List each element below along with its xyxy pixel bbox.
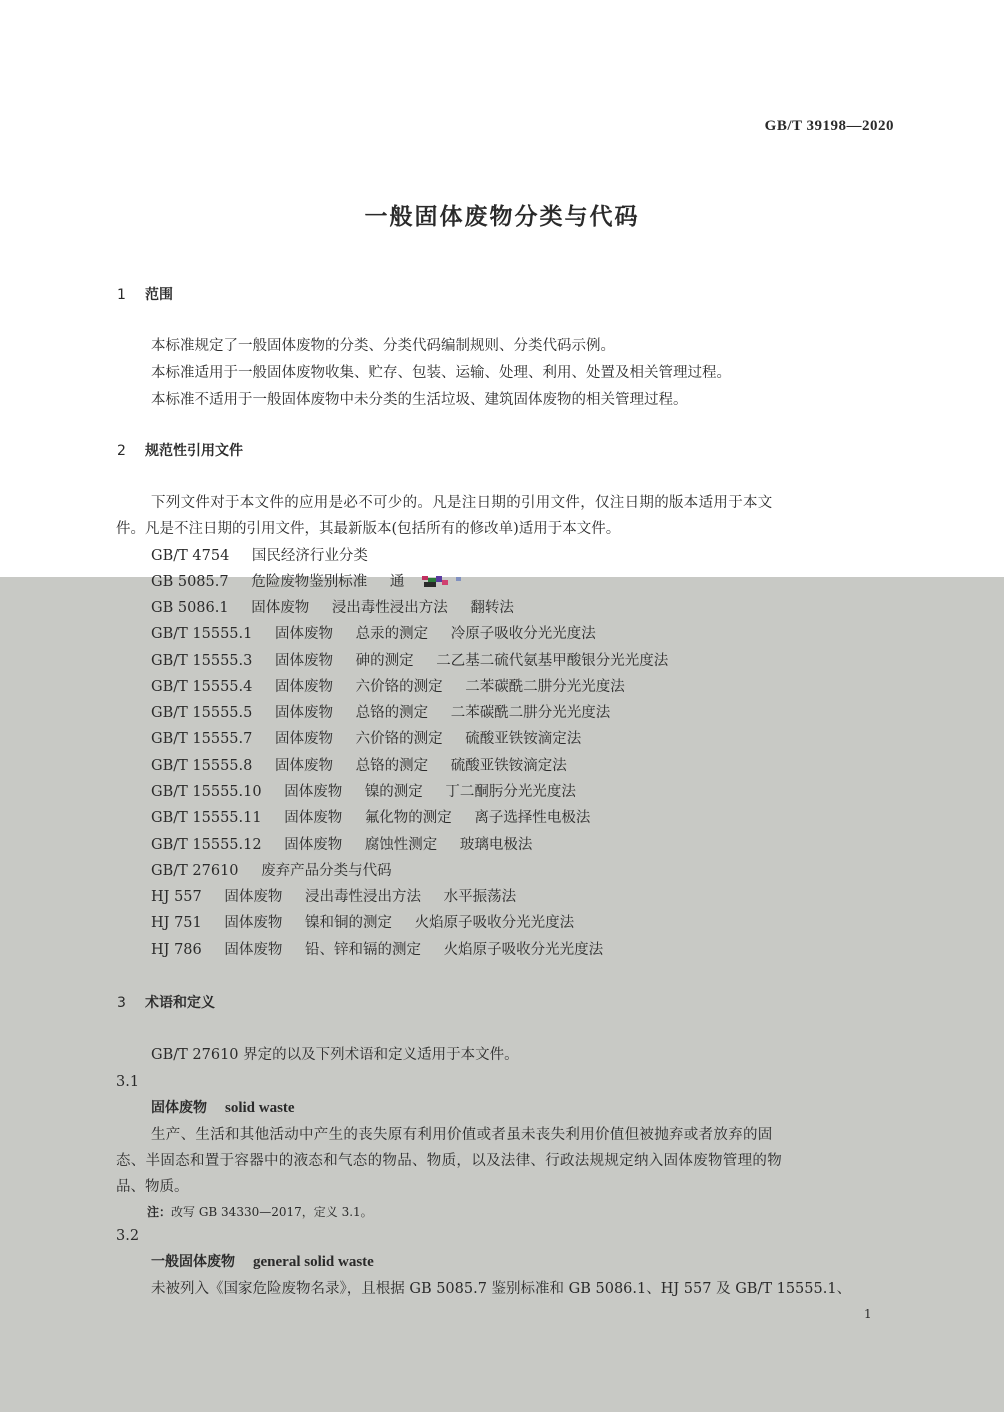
reference-title: 固体废物 (224, 889, 283, 905)
reference-code: GB/T 15555.11 (151, 810, 262, 826)
term-chinese: 一般固体废物 (151, 1254, 235, 1270)
reference-title: 固体废物 (224, 915, 283, 931)
reference-code: GB/T 15555.8 (151, 758, 253, 774)
reference-title: 固体废物 (224, 942, 283, 958)
standard-number: GB/T 39198—2020 (764, 118, 894, 134)
reference-code: GB/T 27610 (151, 863, 239, 879)
term-number: 3.1 (116, 1074, 140, 1090)
reference-title: 固体废物 (274, 731, 333, 747)
reference-code: GB 5086.1 (151, 600, 229, 616)
reference-code: HJ 786 (151, 942, 202, 958)
reference-title: 固体废物 (274, 705, 333, 721)
reference-title: 翻转法 (470, 600, 514, 616)
reference-title: 镍的测定 (364, 784, 423, 800)
reference-title: 固体废物 (274, 679, 333, 695)
reference-item (151, 627, 596, 642)
reference-title: 固体废物 (284, 810, 343, 826)
reference-title: 火焰原子吸收分光光度法 (443, 942, 604, 958)
term-heading (151, 1255, 374, 1270)
reference-title: 二苯碳酰二肼分光光度法 (450, 705, 611, 721)
reference-code: GB/T 15555.1 (151, 626, 253, 642)
reference-code: GB/T 15555.3 (151, 653, 253, 669)
reference-item (151, 864, 392, 879)
section-3-heading (117, 996, 215, 1010)
section-number: 3 (117, 995, 126, 1011)
reference-title: 腐蚀性测定 (364, 837, 438, 853)
reference-title: 铅、锌和镉的测定 (304, 942, 421, 958)
reference-title: 六价铬的测定 (355, 679, 443, 695)
reference-title: 砷的测定 (355, 653, 414, 669)
reference-title: 固体废物 (274, 653, 333, 669)
reference-title: 硫酸亚铁铵滴定法 (450, 758, 567, 774)
term-number: 3.2 (116, 1228, 140, 1244)
section-title: 范围 (145, 287, 173, 303)
reference-title: 水平振荡法 (443, 889, 517, 905)
reference-item (151, 732, 581, 747)
reference-title: 危险废物鉴别标准 (251, 574, 368, 590)
reference-item (151, 601, 514, 616)
note (147, 1206, 373, 1218)
note-text: 改写 GB 34330—2017，定义 3.1。 (171, 1205, 373, 1219)
reference-title: 火焰原子吸收分光光度法 (414, 915, 575, 931)
definition-line: 未被列入《国家危险废物名录》，且根据 GB 5085.7 鉴别标准和 GB 5086.1、HJ 557 及 GB/T 15555.1、 (151, 1281, 852, 1297)
term-chinese: 固体废物 (151, 1100, 207, 1116)
reference-item (151, 811, 590, 826)
reference-title: 玻璃电极法 (459, 837, 533, 853)
reference-item (151, 549, 368, 564)
reference-item (151, 575, 404, 590)
reference-item (151, 654, 668, 669)
reference-item (151, 759, 567, 774)
reference-code: HJ 557 (151, 889, 202, 905)
reference-title: 浸出毒性浸出方法 (304, 889, 421, 905)
reference-title: 废弃产品分类与代码 (261, 863, 392, 879)
reference-code: GB/T 15555.5 (151, 705, 253, 721)
reference-title: 镍和铜的测定 (304, 915, 392, 931)
reference-item (151, 838, 532, 853)
reference-title: 二乙基二硫代氨基甲酸银分光光度法 (436, 653, 669, 669)
paragraph: GB/T 27610 界定的以及下列术语和定义适用于本文件。 (151, 1047, 519, 1063)
definition-line: 品、物质。 (116, 1179, 189, 1195)
section-1-heading (117, 288, 173, 302)
reference-title: 浸出毒性浸出方法 (331, 600, 448, 616)
paragraph: 本标准规定了一般固体废物的分类、分类代码编制规则、分类代码示例。 (151, 338, 615, 354)
paragraph: 本标准不适用于一般固体废物中未分类的生活垃圾、建筑固体废物的相关管理过程。 (151, 392, 688, 408)
note-label: 注： (147, 1205, 172, 1219)
reference-title: 总铬的测定 (355, 705, 429, 721)
reference-item (151, 680, 625, 695)
reference-code: GB/T 15555.12 (151, 837, 262, 853)
reference-code: GB/T 15555.10 (151, 784, 262, 800)
reference-title: 硫酸亚铁铵滴定法 (465, 731, 582, 747)
reference-title: 固体废物 (251, 600, 310, 616)
reference-code: HJ 751 (151, 915, 202, 931)
section-title: 术语和定义 (145, 995, 215, 1011)
reference-title: 总汞的测定 (355, 626, 429, 642)
reference-title: 六价铬的测定 (355, 731, 443, 747)
reference-item (151, 785, 576, 800)
reference-title: 总铬的测定 (355, 758, 429, 774)
definition-line: 生产、生活和其他活动中产生的丧失原有利用价值或者虽未丧失利用价值但被抛弃或者放弃的固 (151, 1127, 773, 1143)
reference-title: 氟化物的测定 (364, 810, 452, 826)
reference-title: 固体废物 (284, 837, 343, 853)
reference-title: 离子选择性电极法 (474, 810, 591, 826)
reference-title: 丁二酮肟分光光度法 (445, 784, 576, 800)
section-2-heading (117, 444, 243, 458)
scan-artifact-icon (408, 575, 464, 589)
reference-title: 固体废物 (284, 784, 343, 800)
reference-title: 二苯碳酰二肼分光光度法 (465, 679, 625, 695)
reference-title: 冷原子吸收分光光度法 (450, 626, 596, 642)
reference-item (151, 943, 603, 958)
reference-code: GB/T 15555.4 (151, 679, 253, 695)
paragraph: 本标准适用于一般固体废物收集、贮存、包装、运输、处理、利用、处置及相关管理过程。 (151, 365, 731, 381)
reference-code: GB/T 4754 (151, 548, 230, 564)
definition-line: 态、半固态和置于容器中的液态和气态的物品、物质，以及法律、行政法规规定纳入固体废物管理的物 (116, 1153, 782, 1169)
paragraph: 件。凡是不注日期的引用文件，其最新版本(包括所有的修改单)适用于本文件。 (116, 521, 621, 537)
reference-item (151, 706, 610, 721)
reference-title: 固体废物 (274, 626, 333, 642)
reference-item (151, 916, 574, 931)
reference-title: 固体废物 (274, 758, 333, 774)
reference-title: 通 (389, 574, 405, 590)
reference-item (151, 890, 516, 905)
reference-title: 国民经济行业分类 (251, 548, 368, 564)
term-english: solid waste (225, 1100, 295, 1116)
page-number: 1 (864, 1307, 872, 1321)
section-title: 规范性引用文件 (145, 443, 243, 459)
term-heading (151, 1101, 295, 1116)
paragraph: 下列文件对于本文件的应用是必不可少的。凡是注日期的引用文件，仅注日期的版本适用于本文 (151, 495, 773, 511)
term-english: general solid waste (253, 1254, 374, 1270)
document-title: 一般固体废物分类与代码 (364, 204, 640, 230)
reference-code: GB/T 15555.7 (151, 731, 253, 747)
reference-code: GB 5085.7 (151, 574, 229, 590)
section-number: 1 (117, 287, 126, 303)
section-number: 2 (117, 443, 126, 459)
